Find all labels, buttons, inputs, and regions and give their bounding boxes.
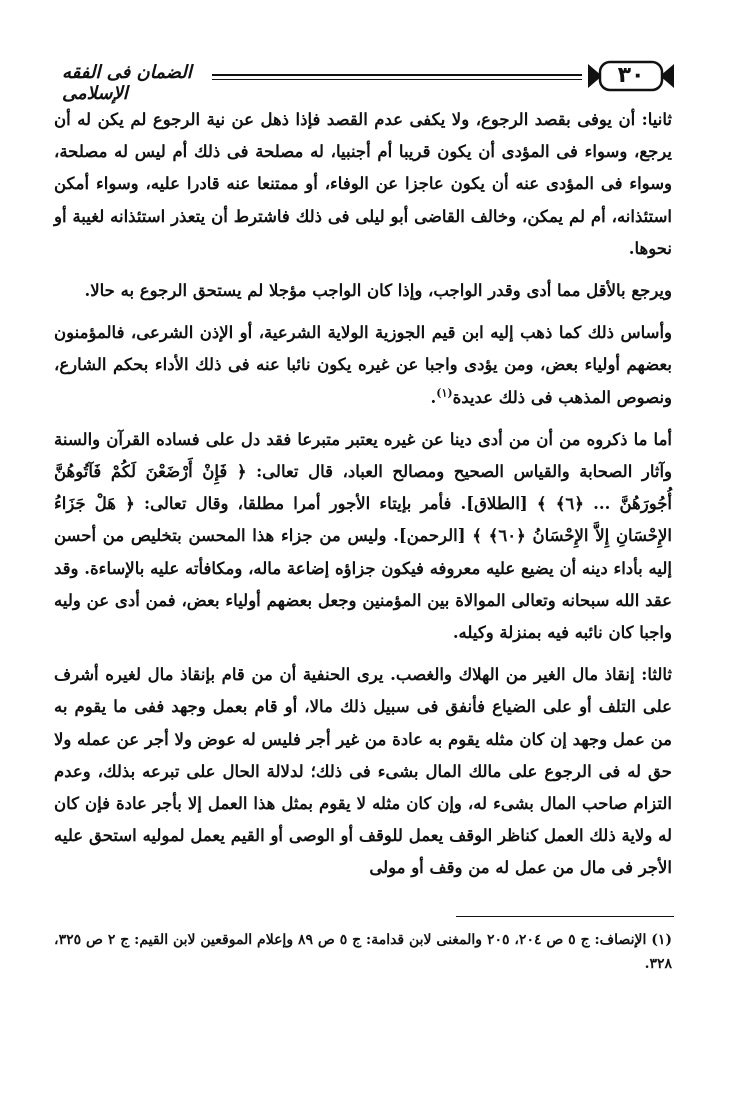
header-rule (212, 74, 582, 76)
paragraph-lead: ثالثا: (634, 665, 672, 685)
paragraph-tail: . (430, 387, 437, 407)
page-header (62, 58, 674, 104)
paragraph-1 (54, 104, 672, 265)
page-number: ٣٠ (617, 63, 645, 88)
page-number-frame (588, 60, 674, 92)
paragraph-5 (54, 659, 672, 884)
running-title: الضمان فى الفقه الإسلامى (62, 62, 192, 104)
paragraph-lead: ثانيا: (635, 110, 672, 129)
paragraph-text: إنقاذ مال الغير من الهلاك والغصب. يرى الحنفية أن من قام بإنقاذ مال لغيره أشرف على التلف أو على الضياع فأنفق فى سبيل ذلك مالا، أو قام بعمل وجهد ففى ما يقوم به من عمل وجهد إن كان مثله يقوم به عادة من غير أجر فليس له عوض ولا أجر عن عمله ولا حق له فى الرجوع على مالك المال بشىء فى ذلك؛ لدلالة الحال على تبرعه بذلك، وعدم التزام صاحب المال بشىء له، وإن كان مثله لا يقوم بمثل هذا العمل إلا بأجر عادة فإن كان له ولاية ذلك العمل كناظر الوقف يعمل للوقف أو الوصى أو القيم يعمل لموليه استحق عليه الأجر فى مال من عمل له من وقف أو مولى (54, 665, 672, 878)
header-rule-thin (212, 79, 582, 80)
paragraph-2 (54, 275, 672, 307)
footnote-separator (456, 916, 674, 917)
footnote: (١) الإنصاف: ج ٥ ص ٢٠٤، ٢٠٥ والمغنى لابن قدامة: ج ٥ ص ٨٩ وإعلام الموقعين لابن القيم: ج ٢ ص ٣٢٥، ٣٢٨. (54, 932, 672, 972)
paragraph-text: أما ما ذكروه من أن من أدى دينا عن غيره يعتبر متبرعا فقد دل على فساده القرآن والسنة وآثار الصحابة والقياس الصحيح ومصالح العباد، قال تعالى: ﴿ فَإِنْ أَرْضَعْنَ لَكُمْ فَآتُوهُنَّ أُجُورَهُنَّ ... ﴿٦﴾ ﴾ [الطلاق]. فأمر بإيتاء الأجور أمرا مطلقا، وقال تعالى: ﴿ هَلْ جَزَاءُ الإِحْسَانِ إِلاَّ الإِحْسَانُ ﴿٦٠﴾ ﴾ [الرحمن]. وليس من جزاء هذا المحسن بتخليص من أحسن إليه بأداء دينه أن يضيع عليه معروفه فيكون جزاؤه إضاعة ماله، ومكافأته عليه بالإساءة. وقد عقد الله سبحانه وتعالى الموالاة بين المؤمنين وجعل بعضهم أولياء بعض، فمن أدى عن وليه واجبا كان نائبه فيه بمنزلة وكيله. (54, 429, 673, 643)
footnote-reference[interactable]: (١) (436, 386, 453, 400)
paragraph-text: ويرجع بالأقل مما أدى وقدر الواجب، وإذا كان الواجب مؤجلا لم يستحق الرجوع به حالا. (84, 281, 672, 301)
paragraph-text: أن يوفى بقصد الرجوع، ولا يكفى عدم القصد فإذا ذهل عن نية الرجوع لم يكن له أن يرجع، وسواء فى المؤدى أن يكون قريبا أم أجنبيا، له مصلحة فى ذلك أم ليس له مصلحة، وسواء فى المؤدى عنه أن يكون عاجزا عن الوفاء، أو ممتنعا عنه قادرا عليه، وسواء أمكن استئذانه، أم لم يمكن، وخالف القاضى أبو ليلى فى ذلك فاشترط أن يتعذر استئذانه لغيبة أو نحوها. (54, 110, 672, 258)
body-text (54, 104, 672, 895)
paragraph-4 (54, 424, 672, 649)
paragraph-text: وأساس ذلك كما ذهب إليه ابن قيم الجوزية الولاية الشرعية، أو الإذن الشرعى، فالمؤمنون بعضهم أولياء بعض، ومن يؤدى واجبا عن غيره يكون نائبا عنه فى ذلك الأداء بحكم الشارع، ونصوص المذهب فى ذلك عديدة (54, 323, 672, 407)
paragraph-3 (54, 317, 672, 414)
